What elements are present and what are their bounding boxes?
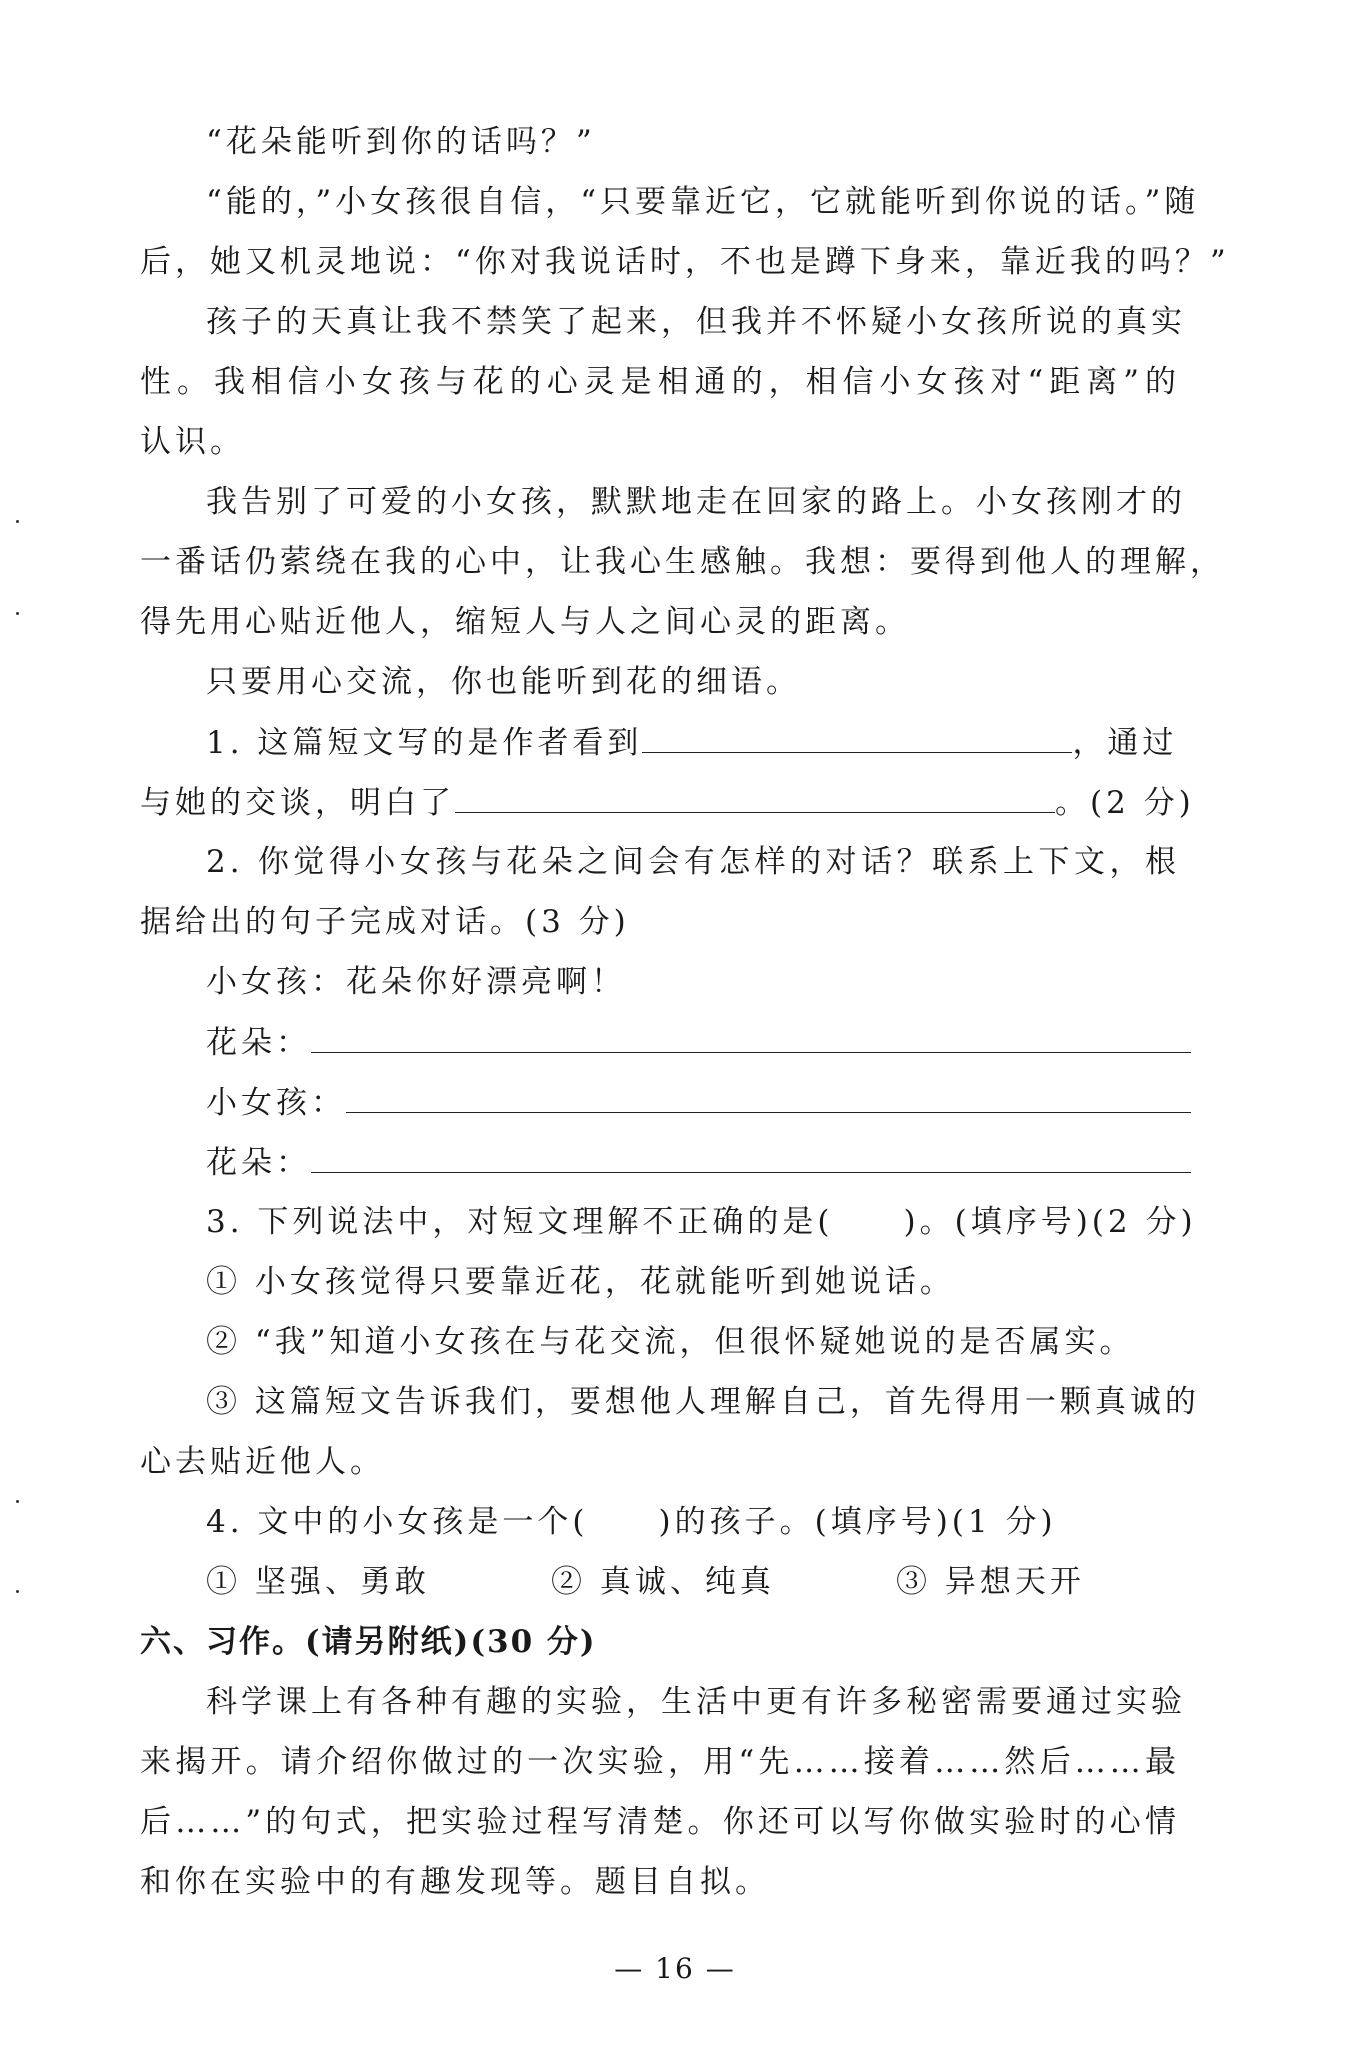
story-line: 只要用心交流，你也能听到花的细语。	[206, 664, 801, 700]
answer-blank[interactable]	[455, 782, 1055, 813]
dialog-line: 小女孩：花朵你好漂亮啊！	[206, 964, 626, 1000]
essay-prompt-line: 和你在实验中的有趣发现等。题目自拟。	[140, 1864, 770, 1900]
option-3: ③ 异想天开	[896, 1564, 1085, 1600]
story-line: 一番话仍萦绕在我的心中，让我心生感触。我想：要得到他人的理解，	[140, 544, 1225, 580]
option-line: 心去贴近他人。	[140, 1444, 385, 1480]
question-1	[206, 722, 1180, 762]
dialog-line	[206, 1142, 1180, 1182]
essay-prompt-line: 科学课上有各种有趣的实验，生活中更有许多秘密需要通过实验	[206, 1684, 1186, 1720]
answer-blank[interactable]	[311, 1142, 1191, 1173]
option-2: ② 真诚、纯真	[551, 1564, 775, 1600]
margin-dot	[16, 612, 19, 615]
option-line: ② “我”知道小女孩在与花交流，但很怀疑她说的是否属实。	[206, 1324, 1135, 1360]
story-line: “花朵能听到你的话吗？”	[206, 124, 596, 160]
essay-prompt-line: 来揭开。请介绍你做过的一次实验，用“先……接着……然后……最	[140, 1744, 1180, 1780]
answer-blank[interactable]	[642, 722, 1072, 753]
question-1-text: 与她的交谈，明白了	[140, 785, 455, 821]
question-1-cont	[140, 782, 1195, 822]
margin-dot	[16, 1500, 19, 1503]
question-1-text: 1. 这篇短文写的是作者看到	[206, 725, 643, 761]
question-2: 2. 你觉得小女孩与花朵之间会有怎样的对话？联系上下文，根	[206, 844, 1180, 880]
story-line: 我告别了可爱的小女孩，默默地走在回家的路上。小女孩刚才的	[206, 484, 1186, 520]
option-line: ③ 这篇短文告诉我们，要想他人理解自己，首先得用一颗真诚的	[206, 1384, 1200, 1420]
dialog-line	[206, 1082, 1180, 1122]
question-2-cont: 据给出的句子完成对话。(3 分)	[140, 904, 630, 940]
page-number: — 16 —	[614, 1952, 736, 1985]
question-4-options	[206, 1562, 1180, 1602]
question-4: 4. 文中的小女孩是一个( )的孩子。(填序号)(1 分)	[206, 1504, 1057, 1540]
dialog-line	[206, 1022, 1180, 1062]
story-line: 得先用心贴近他人，缩短人与人之间心灵的距离。	[140, 604, 910, 640]
option-line: ① 小女孩觉得只要靠近花，花就能听到她说话。	[206, 1264, 955, 1300]
margin-dot	[16, 520, 19, 523]
question-1-score: 。(2 分)	[1055, 785, 1195, 821]
story-line: 孩子的天真让我不禁笑了起来，但我并不怀疑小女孩所说的真实	[206, 304, 1186, 340]
answer-blank[interactable]	[346, 1082, 1191, 1113]
dialog-speaker: 花朵：	[206, 1145, 311, 1181]
answer-blank[interactable]	[311, 1022, 1191, 1053]
section-6-heading: 六、习作。(请另附纸)(30 分)	[140, 1624, 597, 1660]
dialog-speaker: 小女孩：	[206, 1085, 346, 1121]
margin-dot	[16, 1590, 19, 1593]
story-line: 性。我相信小女孩与花的心灵是相通的，相信小女孩对“距离”的	[140, 364, 1180, 400]
story-line: 认识。	[140, 424, 245, 460]
story-line: 后，她又机灵地说：“你对我说话时，不也是蹲下身来，靠近我的吗？”	[140, 244, 1230, 280]
essay-prompt-line: 后……”的句式，把实验过程写清楚。你还可以写你做实验时的心情	[140, 1804, 1180, 1840]
option-1: ① 坚强、勇敢	[206, 1564, 430, 1600]
story-line: “能的，”小女孩很自信，“只要靠近它，它就能听到你说的话。”随	[206, 184, 1200, 220]
question-1-text: ，通过	[1072, 725, 1178, 761]
dialog-speaker: 花朵：	[206, 1025, 311, 1061]
question-3: 3. 下列说法中，对短文理解不正确的是( )。(填序号)(2 分)	[206, 1204, 1197, 1240]
